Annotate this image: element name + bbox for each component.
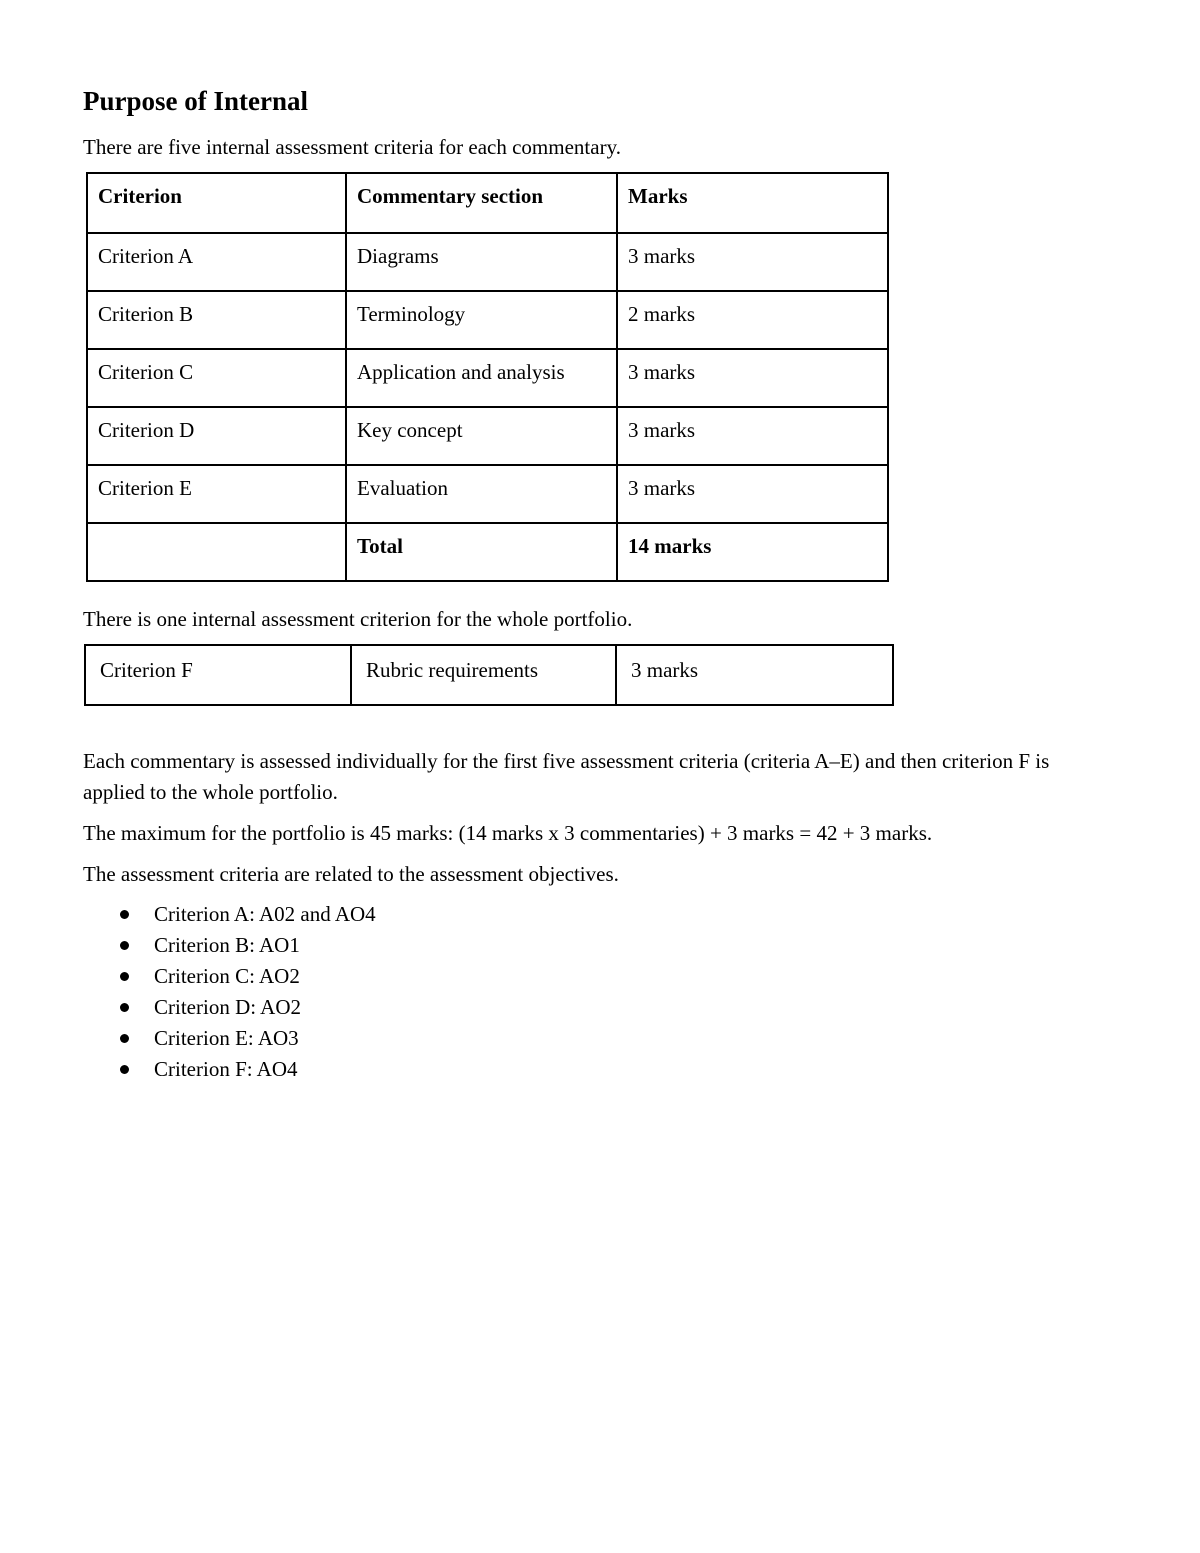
list-item <box>120 961 376 992</box>
total-row <box>87 523 888 581</box>
list-item-text: Criterion C: AO2 <box>154 964 300 988</box>
cell-marks: 2 marks <box>617 291 888 349</box>
list-item <box>120 899 376 930</box>
cell-marks: 3 marks <box>617 465 888 523</box>
cell-section: Rubric requirements <box>351 645 616 705</box>
cell-section: Evaluation <box>346 465 617 523</box>
criteria-table-header-row <box>87 173 888 233</box>
list-item <box>120 992 376 1023</box>
page-title: Purpose of Internal <box>83 86 308 116</box>
cell-section: Diagrams <box>346 233 617 291</box>
cell-marks: 3 marks <box>617 349 888 407</box>
cell-marks: 3 marks <box>616 645 893 705</box>
cell-criterion: Criterion A <box>87 233 346 291</box>
maximum-marks-paragraph: The maximum for the portfolio is 45 marks: (14 marks x 3 commentaries) + 3 marks = 42 + 3 marks. <box>83 821 933 845</box>
objectives-list <box>120 899 376 1085</box>
bullet-icon <box>120 1034 129 1043</box>
bullet-icon <box>120 1003 129 1012</box>
list-item-text: Criterion A: A02 and AO4 <box>154 902 376 926</box>
cell-section: Terminology <box>346 291 617 349</box>
criteria-intro-text: There are five internal assessment criteria for each commentary. <box>83 135 621 159</box>
list-item-text: Criterion D: AO2 <box>154 995 301 1019</box>
bullet-icon <box>120 1065 129 1074</box>
table-row <box>87 407 888 465</box>
list-item <box>120 1023 376 1054</box>
cell-marks: 3 marks <box>617 233 888 291</box>
header-commentary-section: Commentary section <box>346 173 617 233</box>
portfolio-table <box>84 644 894 706</box>
total-marks: 14 marks <box>617 523 888 581</box>
header-criterion: Criterion <box>87 173 346 233</box>
cell-criterion: Criterion C <box>87 349 346 407</box>
bullet-icon <box>120 941 129 950</box>
cell-criterion: Criterion D <box>87 407 346 465</box>
list-item-text: Criterion B: AO1 <box>154 933 300 957</box>
cell-criterion: Criterion E <box>87 465 346 523</box>
list-item <box>120 930 376 961</box>
cell-criterion: Criterion B <box>87 291 346 349</box>
bullet-icon <box>120 972 129 981</box>
table-row <box>87 291 888 349</box>
cell-empty <box>87 523 346 581</box>
cell-criterion: Criterion F <box>85 645 351 705</box>
bullet-icon <box>120 910 129 919</box>
criteria-table <box>86 172 889 582</box>
table-row <box>87 233 888 291</box>
cell-section: Application and analysis <box>346 349 617 407</box>
header-marks: Marks <box>617 173 888 233</box>
objectives-intro-paragraph: The assessment criteria are related to the assessment objectives. <box>83 862 619 886</box>
table-row <box>85 645 893 705</box>
list-item <box>120 1054 376 1085</box>
assessment-paragraph: Each commentary is assessed individually for the first five assessment criteria (criteria A–E) and then criterion F is applied to the whole portfolio. <box>83 749 1050 804</box>
cell-section: Key concept <box>346 407 617 465</box>
list-item-text: Criterion E: AO3 <box>154 1026 299 1050</box>
list-item-text: Criterion F: AO4 <box>154 1057 298 1081</box>
table-row <box>87 349 888 407</box>
total-label: Total <box>346 523 617 581</box>
table-row <box>87 465 888 523</box>
cell-marks: 3 marks <box>617 407 888 465</box>
portfolio-intro-text: There is one internal assessment criterion for the whole portfolio. <box>83 607 633 631</box>
